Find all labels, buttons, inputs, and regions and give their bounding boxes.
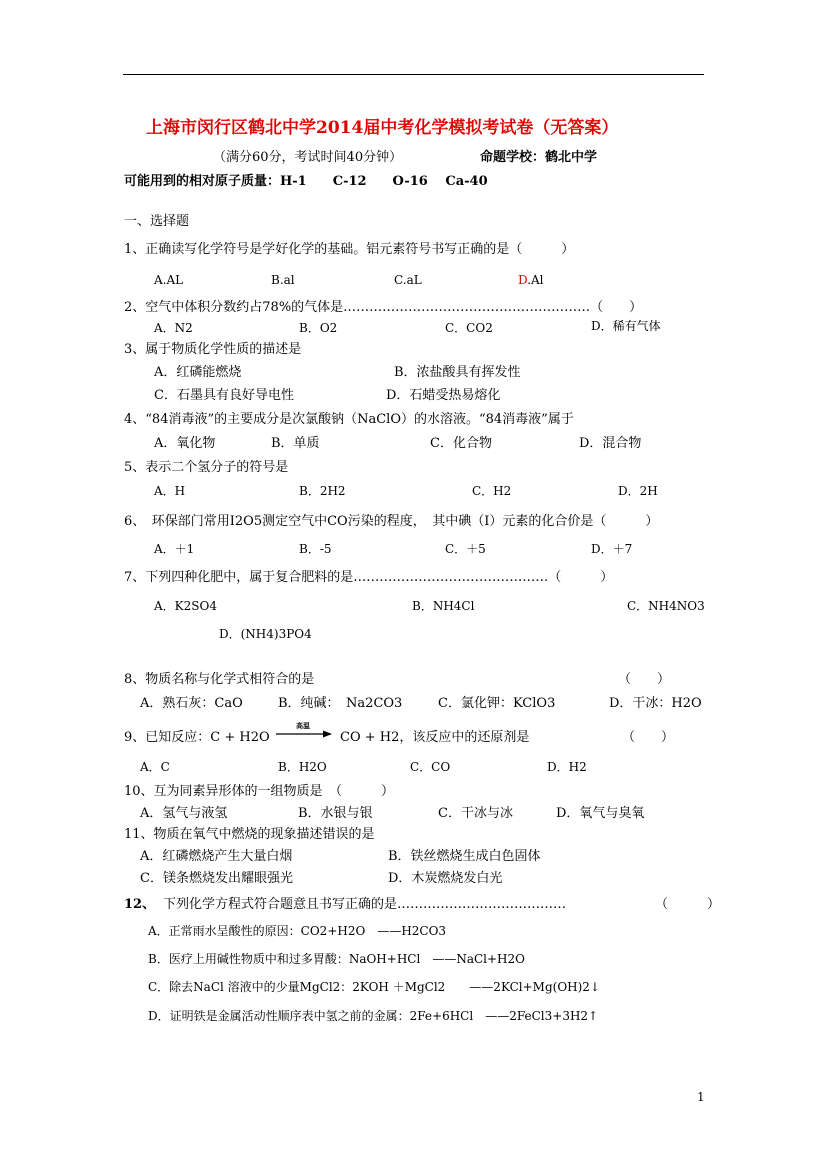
question-1: 1、正确读写化学符号是学好化学的基础。铝元素符号书写正确的是（ ） xyxy=(124,242,575,257)
q2-option-d: D．稀有气体 xyxy=(591,319,661,333)
header-rule xyxy=(123,74,704,75)
q12-option-d: D．证明铁是金属活动性顺序表中氢之前的金属：2Fe+6HCl ——2FeCl3+3H2↑ xyxy=(148,1009,599,1023)
q5-option-a: A．H xyxy=(154,484,186,498)
page-title: 上海市闵行区鹤北中学2014届中考化学模拟考试卷（无答案） xyxy=(146,118,619,138)
question-8: 8、物质名称与化学式相符合的是 xyxy=(124,672,315,687)
q4-option-b: B．单质 xyxy=(271,436,320,451)
atomic-mass: 可能用到的相对原子质量：H-1 C-12 O-16 Ca-40 xyxy=(124,174,488,189)
school-name: 命题学校：鹤北中学 xyxy=(480,150,598,165)
q1-d-letter: D xyxy=(518,273,528,287)
q11-option-c: C．镁条燃烧发出耀眼强光 xyxy=(140,871,293,886)
q8-answer-paren: （ ） xyxy=(618,672,671,687)
question-9-suffix: CO + H2，该反应中的还原剂是 xyxy=(340,730,530,745)
q2-option-a: A．N2 xyxy=(154,321,193,335)
q3-option-d: D．石蜡受热易熔化 xyxy=(386,388,501,403)
q4-option-a: A．氧化物 xyxy=(154,436,216,451)
q1-d-rest: .Al xyxy=(527,273,544,287)
q3-option-a: A．红磷能燃烧 xyxy=(154,365,242,380)
page-number: 1 xyxy=(697,1090,705,1104)
q2-option-c: C．CO2 xyxy=(445,321,493,335)
q3-option-b: B．浓盐酸具有挥发性 xyxy=(394,365,521,380)
q4-option-c: C．化合物 xyxy=(430,436,492,451)
q7-option-c: C．NH4NO3 xyxy=(627,599,705,613)
question-11: 11、物质在氧气中燃烧的现象描述错误的是 xyxy=(124,827,375,842)
q11-option-a: A．红磷燃烧产生大量白烟 xyxy=(140,849,293,864)
exam-meta: （满分60分，考试时间40分钟） xyxy=(213,150,403,165)
q10-option-c: C．干冰与冰 xyxy=(438,806,513,821)
question-12: 下列化学方程式符合题意且书写正确的是………………………………… xyxy=(163,897,567,912)
q7-option-b: B．NH4Cl xyxy=(412,599,475,613)
q10-option-b: B．水银与银 xyxy=(298,806,373,821)
question-4: 4、“84消毒液”的主要成分是次氯酸钠（NaClO）的水溶液。“84消毒液”属于 xyxy=(124,412,574,427)
q12-option-c: C．除去NaCl 溶液中的少量MgCl2：2KOH ＋MgCl2 ——2KCl+Mg(OH)2↓ xyxy=(148,980,600,994)
q1-option-d xyxy=(518,273,544,287)
q1-option-a: A.AL xyxy=(154,273,184,287)
q8-option-d: D．干冰：H2O xyxy=(609,696,702,711)
q12-option-a: A．正常雨水呈酸性的原因：CO2+H2O ——H2CO3 xyxy=(148,924,447,938)
question-9-prefix: 9、已知反应：C + H2O xyxy=(124,730,270,745)
question-2: 2、空气中体积分数约占78%的气体是…………………………………………………（ ） xyxy=(124,300,643,315)
q12-option-b: B．医疗上用碱性物质中和过多胃酸：NaOH+HCl ——NaCl+H2O xyxy=(148,952,525,966)
question-6: 6、 环保部门常用I2O5测定空气中CO污染的程度， 其中碘（I）元素的化合价是（ ） xyxy=(124,514,659,529)
q5-option-c: C．H2 xyxy=(472,484,512,498)
q8-option-b: B．纯碱： Na2CO3 xyxy=(278,696,403,711)
q7-option-a: A．K2SO4 xyxy=(154,599,217,613)
q8-option-c: C．氯化钾：KClO3 xyxy=(438,696,556,711)
q7-option-d: D．(NH4)3PO4 xyxy=(219,627,312,641)
q5-option-d: D．2H xyxy=(618,484,658,498)
section-title: 一、选择题 xyxy=(124,214,190,229)
q5-option-b: B．2H2 xyxy=(299,484,346,498)
q11-option-b: B．铁丝燃烧生成白色固体 xyxy=(388,849,541,864)
question-3: 3、属于物质化学性质的描述是 xyxy=(124,342,302,357)
q9-option-b: B．H2O xyxy=(278,760,327,774)
q8-option-a: A．熟石灰：CaO xyxy=(140,696,243,711)
question-5: 5、表示二个氢分子的符号是 xyxy=(124,460,289,475)
q1-option-b: B.al xyxy=(271,273,295,287)
q9-option-a: A．C xyxy=(140,760,170,774)
q9-option-d: D．H2 xyxy=(547,760,587,774)
question-12-number: 12、 xyxy=(124,897,156,912)
question-10: 10、互为同素异形体的一组物质是 （ ） xyxy=(124,784,395,799)
q9-condition: 高温 xyxy=(296,721,310,730)
q3-option-c: C．石墨具有良好导电性 xyxy=(154,388,294,403)
q10-option-a: A．氢气与液氢 xyxy=(140,806,228,821)
q6-option-c: C．＋5 xyxy=(445,542,486,556)
q11-option-d: D．木炭燃烧发白光 xyxy=(388,871,503,886)
q6-option-b: B．-5 xyxy=(299,542,332,556)
q9-reaction-arrow xyxy=(276,729,332,739)
question-7: 7、下列四种化肥中，属于复合肥料的是………………………………………（ ） xyxy=(124,570,614,585)
q10-option-d: D．氧气与臭氧 xyxy=(556,806,645,821)
q2-option-b: B．O2 xyxy=(299,321,338,335)
q4-option-d: D．混合物 xyxy=(579,436,642,451)
q9-answer-paren: （ ） xyxy=(622,730,675,745)
q6-option-a: A．＋1 xyxy=(154,542,195,556)
q9-option-c: C．CO xyxy=(410,760,451,774)
q12-answer-paren: （ ） xyxy=(655,897,721,912)
q6-option-d: D．＋7 xyxy=(591,542,633,556)
q1-option-c: C.aL xyxy=(394,273,422,287)
